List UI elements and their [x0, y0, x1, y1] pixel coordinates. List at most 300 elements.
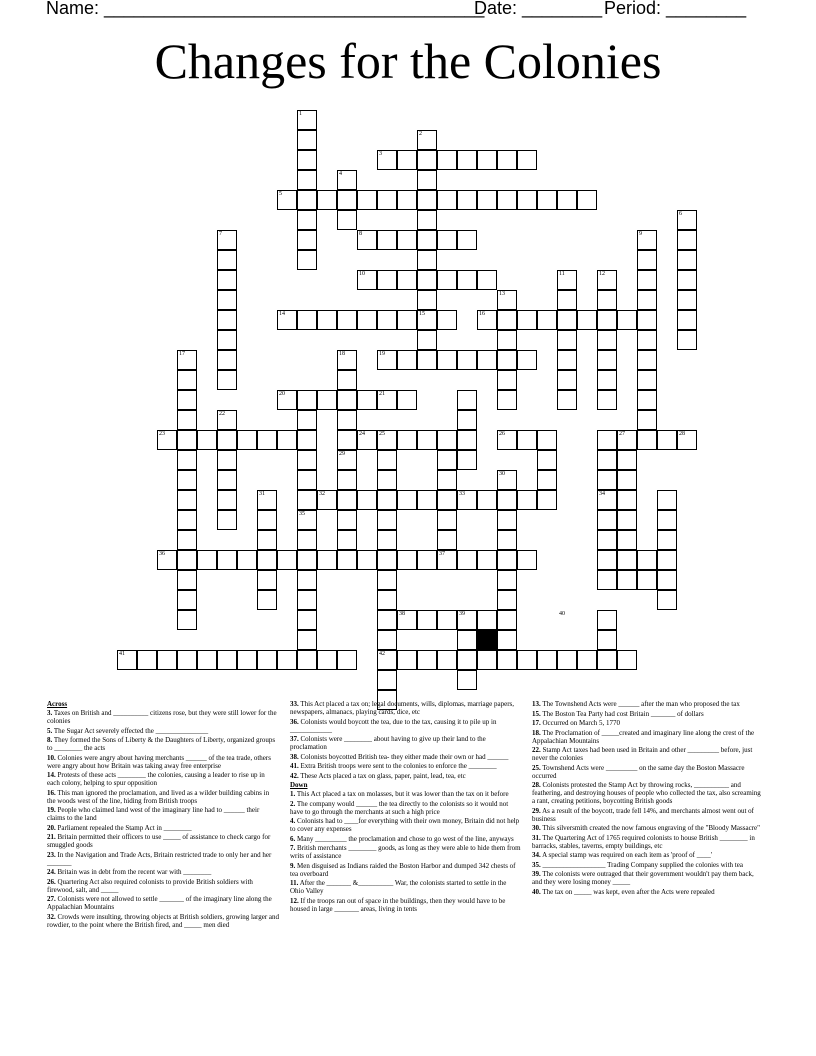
answer-cell[interactable] — [377, 470, 397, 490]
answer-cell[interactable] — [297, 430, 317, 450]
answer-cell[interactable] — [297, 390, 317, 410]
answer-cell[interactable] — [297, 610, 317, 630]
answer-cell[interactable] — [597, 330, 617, 350]
answer-cell[interactable] — [517, 490, 537, 510]
answer-cell[interactable] — [537, 310, 557, 330]
answer-cell[interactable] — [317, 550, 337, 570]
answer-cell[interactable] — [637, 290, 657, 310]
clue-number: 20. — [47, 823, 56, 832]
answer-cell[interactable] — [457, 630, 477, 650]
answer-cell[interactable] — [457, 150, 477, 170]
answer-cell[interactable] — [377, 270, 397, 290]
answer-cell[interactable] — [177, 370, 197, 390]
answer-cell[interactable] — [497, 530, 517, 550]
answer-cell[interactable] — [517, 350, 537, 370]
answer-cell[interactable] — [377, 590, 397, 610]
answer-cell[interactable] — [157, 650, 177, 670]
answer-cell[interactable] — [477, 190, 497, 210]
answer-cell[interactable] — [597, 650, 617, 670]
answer-cell[interactable] — [457, 270, 477, 290]
answer-cell[interactable] — [437, 350, 457, 370]
answer-cell[interactable] — [577, 190, 597, 210]
answer-cell[interactable] — [417, 290, 437, 310]
answer-cell[interactable] — [417, 550, 437, 570]
answer-cell[interactable] — [557, 650, 577, 670]
answer-cell[interactable] — [417, 210, 437, 230]
answer-cell[interactable] — [537, 650, 557, 670]
answer-cell[interactable] — [217, 270, 237, 290]
answer-cell[interactable] — [497, 550, 517, 570]
answer-cell[interactable] — [657, 550, 677, 570]
answer-cell[interactable] — [577, 310, 597, 330]
answer-cell[interactable] — [377, 570, 397, 590]
answer-cell[interactable] — [437, 230, 457, 250]
clue-text: Colonists boycotted British tea- they either made their own or had ______ — [298, 752, 509, 761]
answer-cell[interactable] — [357, 490, 377, 510]
answer-cell[interactable] — [437, 490, 457, 510]
answer-cell[interactable] — [217, 550, 237, 570]
answer-cell[interactable] — [177, 410, 197, 430]
answer-cell[interactable] — [597, 290, 617, 310]
answer-cell[interactable] — [317, 310, 337, 330]
answer-cell[interactable] — [497, 310, 517, 330]
answer-cell[interactable] — [357, 190, 377, 210]
answer-cell[interactable] — [637, 370, 657, 390]
answer-cell[interactable] — [237, 650, 257, 670]
clue-text: A special stamp was required on each item as 'proof of ____' — [540, 851, 713, 859]
answer-cell[interactable] — [297, 230, 317, 250]
clue-item — [532, 781, 764, 805]
answer-cell[interactable] — [657, 430, 677, 450]
answer-cell[interactable] — [397, 190, 417, 210]
answer-cell[interactable] — [217, 290, 237, 310]
answer-cell[interactable] — [297, 550, 317, 570]
answer-cell[interactable] — [617, 310, 637, 330]
answer-cell[interactable] — [457, 390, 477, 410]
answer-cell[interactable] — [397, 650, 417, 670]
answer-cell[interactable] — [497, 370, 517, 390]
answer-cell[interactable] — [517, 550, 537, 570]
answer-cell[interactable] — [297, 170, 317, 190]
answer-cell[interactable] — [257, 510, 277, 530]
answer-cell[interactable] — [297, 450, 317, 470]
answer-cell[interactable] — [417, 430, 437, 450]
answer-cell[interactable] — [177, 510, 197, 530]
answer-cell[interactable] — [417, 330, 437, 350]
answer-cell[interactable] — [457, 450, 477, 470]
answer-cell[interactable] — [557, 290, 577, 310]
answer-cell[interactable] — [257, 590, 277, 610]
answer-cell[interactable] — [677, 250, 697, 270]
answer-cell[interactable] — [517, 430, 537, 450]
answer-cell[interactable] — [557, 190, 577, 210]
answer-cell[interactable] — [337, 410, 357, 430]
answer-cell[interactable] — [197, 550, 217, 570]
answer-cell[interactable] — [597, 470, 617, 490]
answer-cell[interactable] — [317, 190, 337, 210]
answer-cell[interactable] — [177, 530, 197, 550]
answer-cell[interactable] — [657, 570, 677, 590]
answer-cell[interactable] — [437, 430, 457, 450]
answer-cell[interactable] — [397, 490, 417, 510]
answer-cell[interactable] — [497, 630, 517, 650]
clue-item — [290, 835, 522, 843]
answer-cell[interactable] — [597, 610, 617, 630]
answer-cell[interactable] — [417, 270, 437, 290]
answer-cell[interactable] — [297, 570, 317, 590]
answer-cell[interactable] — [437, 310, 457, 330]
grid-clue-number: 22 — [219, 411, 225, 417]
answer-cell[interactable] — [257, 430, 277, 450]
grid-clue-number: 37 — [439, 551, 445, 557]
answer-cell[interactable] — [477, 150, 497, 170]
answer-cell[interactable] — [377, 230, 397, 250]
answer-cell[interactable] — [497, 510, 517, 530]
answer-cell[interactable] — [397, 430, 417, 450]
clue-number: 29. — [532, 806, 541, 815]
answer-cell[interactable] — [257, 570, 277, 590]
answer-cell[interactable] — [297, 310, 317, 330]
answer-cell[interactable] — [297, 150, 317, 170]
answer-cell[interactable] — [177, 470, 197, 490]
answer-cell[interactable] — [597, 370, 617, 390]
answer-cell[interactable] — [597, 570, 617, 590]
answer-cell[interactable] — [417, 490, 437, 510]
answer-cell[interactable] — [537, 490, 557, 510]
answer-cell[interactable] — [337, 550, 357, 570]
name-field[interactable]: Name: ______________________________________ — [46, 0, 485, 18]
answer-cell[interactable] — [177, 490, 197, 510]
answer-cell[interactable] — [617, 490, 637, 510]
answer-cell[interactable] — [497, 650, 517, 670]
answer-cell[interactable] — [177, 430, 197, 450]
grid-clue-number: 16 — [479, 311, 485, 317]
answer-cell[interactable] — [677, 290, 697, 310]
grid-clue-number: 21 — [379, 391, 385, 397]
answer-cell[interactable] — [557, 350, 577, 370]
answer-cell[interactable] — [297, 190, 317, 210]
clue-item — [532, 700, 764, 708]
answer-cell[interactable] — [597, 430, 617, 450]
answer-cell[interactable] — [197, 430, 217, 450]
answer-cell[interactable] — [297, 530, 317, 550]
answer-cell[interactable] — [377, 610, 397, 630]
clue-item — [290, 844, 522, 860]
answer-cell[interactable] — [437, 270, 457, 290]
answer-cell[interactable] — [417, 150, 437, 170]
answer-cell[interactable] — [177, 450, 197, 470]
answer-cell[interactable] — [337, 370, 357, 390]
answer-cell[interactable] — [637, 550, 657, 570]
answer-cell[interactable] — [557, 330, 577, 350]
clue-text: The colonists were outraged that their government wouldn't pay them back, and they were losing money _____ — [532, 870, 754, 886]
answer-cell[interactable] — [177, 550, 197, 570]
clue-item — [290, 862, 522, 878]
answer-cell[interactable] — [497, 150, 517, 170]
clue-item — [47, 878, 279, 894]
clue-item — [532, 888, 764, 896]
answer-cell[interactable] — [637, 430, 657, 450]
answer-cell[interactable] — [337, 470, 357, 490]
answer-cell[interactable] — [337, 430, 357, 450]
answer-cell[interactable] — [577, 650, 597, 670]
answer-cell[interactable] — [437, 190, 457, 210]
answer-cell[interactable] — [377, 670, 397, 690]
answer-cell[interactable] — [517, 150, 537, 170]
answer-cell[interactable] — [657, 530, 677, 550]
clue-text: Many _________ the proclamation and chose to go west of the line, anyways — [295, 834, 514, 843]
answer-cell[interactable] — [457, 190, 477, 210]
answer-cell[interactable] — [457, 650, 477, 670]
answer-cell[interactable] — [197, 650, 217, 670]
answer-cell[interactable] — [217, 310, 237, 330]
answer-cell[interactable] — [457, 550, 477, 570]
answer-cell[interactable] — [597, 310, 617, 330]
answer-cell[interactable] — [397, 310, 417, 330]
answer-cell[interactable] — [337, 310, 357, 330]
answer-cell[interactable] — [357, 310, 377, 330]
answer-cell[interactable] — [317, 390, 337, 410]
answer-cell[interactable] — [257, 650, 277, 670]
answer-cell[interactable] — [297, 130, 317, 150]
answer-cell[interactable] — [597, 510, 617, 530]
answer-cell[interactable] — [537, 190, 557, 210]
grid-clue-number: 1 — [299, 111, 302, 117]
answer-cell[interactable] — [617, 510, 637, 530]
answer-cell[interactable] — [437, 470, 457, 490]
answer-cell[interactable] — [477, 270, 497, 290]
answer-cell[interactable] — [417, 610, 437, 630]
answer-cell[interactable] — [537, 430, 557, 450]
answer-cell[interactable] — [417, 230, 437, 250]
answer-cell[interactable] — [597, 450, 617, 470]
answer-cell[interactable] — [597, 530, 617, 550]
answer-cell[interactable] — [637, 570, 657, 590]
answer-cell[interactable] — [657, 510, 677, 530]
answer-cell[interactable] — [417, 650, 437, 670]
answer-cell[interactable] — [277, 430, 297, 450]
answer-cell[interactable] — [477, 610, 497, 630]
answer-cell[interactable] — [517, 190, 537, 210]
answer-cell[interactable] — [337, 490, 357, 510]
answer-cell[interactable] — [637, 250, 657, 270]
answer-cell[interactable] — [657, 490, 677, 510]
answer-cell[interactable] — [397, 230, 417, 250]
answer-cell[interactable] — [257, 530, 277, 550]
answer-cell[interactable] — [337, 390, 357, 410]
answer-cell[interactable] — [557, 370, 577, 390]
clue-text: The Townshend Acts were ______ after the man who proposed the tax — [540, 700, 740, 708]
answer-cell[interactable] — [297, 210, 317, 230]
answer-cell[interactable] — [497, 390, 517, 410]
answer-cell[interactable] — [457, 350, 477, 370]
answer-cell[interactable] — [377, 310, 397, 330]
answer-cell[interactable] — [637, 310, 657, 330]
answer-cell[interactable] — [217, 650, 237, 670]
answer-cell[interactable] — [277, 550, 297, 570]
clue-number: 37. — [290, 735, 299, 743]
answer-cell[interactable] — [437, 150, 457, 170]
answer-cell[interactable] — [397, 390, 417, 410]
answer-cell[interactable] — [297, 590, 317, 610]
answer-cell[interactable] — [557, 390, 577, 410]
grid-clue-number: 23 — [159, 431, 165, 437]
answer-cell[interactable] — [497, 610, 517, 630]
answer-cell[interactable] — [517, 650, 537, 670]
answer-cell[interactable] — [217, 490, 237, 510]
answer-cell[interactable] — [677, 330, 697, 350]
answer-cell[interactable] — [457, 230, 477, 250]
answer-cell[interactable] — [457, 410, 477, 430]
grid-clue-number: 34 — [599, 491, 605, 497]
answer-cell[interactable] — [297, 470, 317, 490]
answer-cell[interactable] — [217, 450, 237, 470]
answer-cell[interactable] — [637, 390, 657, 410]
answer-cell[interactable] — [497, 590, 517, 610]
answer-cell[interactable] — [597, 550, 617, 570]
answer-cell[interactable] — [637, 330, 657, 350]
answer-cell[interactable] — [397, 550, 417, 570]
answer-cell[interactable] — [377, 490, 397, 510]
answer-cell[interactable] — [297, 410, 317, 430]
answer-cell[interactable] — [377, 550, 397, 570]
answer-cell[interactable] — [497, 190, 517, 210]
answer-cell[interactable] — [277, 650, 297, 670]
answer-cell[interactable] — [637, 350, 657, 370]
answer-cell[interactable] — [417, 190, 437, 210]
answer-cell[interactable] — [437, 530, 457, 550]
answer-cell[interactable] — [177, 610, 197, 630]
answer-cell[interactable] — [417, 170, 437, 190]
answer-cell[interactable] — [177, 650, 197, 670]
answer-cell[interactable] — [397, 270, 417, 290]
answer-cell[interactable] — [417, 350, 437, 370]
answer-cell[interactable] — [337, 650, 357, 670]
answer-cell[interactable] — [297, 630, 317, 650]
answer-cell[interactable] — [257, 550, 277, 570]
answer-cell[interactable] — [477, 350, 497, 370]
answer-cell[interactable] — [597, 350, 617, 370]
clue-item — [47, 789, 279, 805]
answer-cell[interactable] — [357, 390, 377, 410]
answer-cell[interactable] — [377, 450, 397, 470]
answer-cell[interactable] — [397, 350, 417, 370]
blocked-cell — [477, 630, 497, 650]
answer-cell[interactable] — [497, 490, 517, 510]
answer-cell[interactable] — [637, 270, 657, 290]
answer-cell[interactable] — [677, 270, 697, 290]
answer-cell[interactable] — [217, 510, 237, 530]
answer-cell[interactable] — [217, 250, 237, 270]
answer-cell[interactable] — [377, 630, 397, 650]
answer-cell[interactable] — [337, 510, 357, 530]
grid-clue-number: 28 — [679, 431, 685, 437]
answer-cell[interactable] — [477, 550, 497, 570]
clue-number: 33. — [290, 700, 299, 708]
answer-cell[interactable] — [217, 350, 237, 370]
answer-cell[interactable] — [617, 470, 637, 490]
answer-cell[interactable] — [217, 430, 237, 450]
answer-cell[interactable] — [137, 650, 157, 670]
answer-cell[interactable] — [317, 650, 337, 670]
clue-item — [290, 790, 522, 798]
answer-cell[interactable] — [597, 630, 617, 650]
answer-cell[interactable] — [497, 330, 517, 350]
answer-cell[interactable] — [237, 430, 257, 450]
answer-cell[interactable] — [517, 310, 537, 330]
answer-cell[interactable] — [357, 550, 377, 570]
answer-cell[interactable] — [337, 190, 357, 210]
answer-cell[interactable] — [337, 210, 357, 230]
clues-column-3 — [532, 700, 764, 897]
answer-cell[interactable] — [477, 650, 497, 670]
date-field[interactable]: Date: ________ — [474, 0, 603, 18]
answer-cell[interactable] — [437, 610, 457, 630]
clue-number: 27. — [47, 895, 56, 903]
answer-cell[interactable] — [377, 530, 397, 550]
answer-cell[interactable] — [217, 370, 237, 390]
answer-cell[interactable] — [417, 250, 437, 270]
answer-cell[interactable] — [617, 530, 637, 550]
answer-cell[interactable] — [537, 470, 557, 490]
answer-cell[interactable] — [377, 510, 397, 530]
answer-cell[interactable] — [477, 490, 497, 510]
answer-cell[interactable] — [677, 230, 697, 250]
clue-number: 22. — [532, 746, 541, 754]
answer-cell[interactable] — [457, 670, 477, 690]
clue-item — [47, 913, 279, 929]
answer-cell[interactable] — [177, 570, 197, 590]
answer-cell[interactable] — [397, 150, 417, 170]
answer-cell[interactable] — [337, 530, 357, 550]
clue-text: As a result of the boycott, trade fell 14%, and merchants almost went out of business — [532, 806, 755, 823]
clue-item — [47, 736, 279, 752]
clue-number: 39. — [532, 870, 541, 878]
answer-cell[interactable] — [617, 650, 637, 670]
answer-cell[interactable] — [237, 550, 257, 570]
period-field[interactable]: Period: ________ — [604, 0, 747, 18]
answer-cell[interactable] — [557, 310, 577, 330]
answer-cell[interactable] — [677, 310, 697, 330]
answer-cell[interactable] — [297, 490, 317, 510]
answer-cell[interactable] — [217, 470, 237, 490]
answer-cell[interactable] — [297, 250, 317, 270]
answer-cell[interactable] — [537, 450, 557, 470]
answer-cell[interactable] — [497, 350, 517, 370]
answer-cell[interactable] — [437, 650, 457, 670]
answer-cell[interactable] — [617, 570, 637, 590]
answer-cell[interactable] — [617, 450, 637, 470]
answer-cell[interactable] — [637, 410, 657, 430]
answer-cell[interactable] — [437, 510, 457, 530]
answer-cell[interactable] — [377, 190, 397, 210]
clue-text: __________________ Trading Company supplied the colonies with tea — [540, 860, 743, 869]
answer-cell[interactable] — [657, 590, 677, 610]
answer-cell[interactable] — [177, 390, 197, 410]
answer-cell[interactable] — [297, 650, 317, 670]
answer-cell[interactable] — [597, 390, 617, 410]
clue-text: After the _______ &__________ War, the colonists started to settle in the Ohio Valley — [290, 879, 507, 895]
answer-cell[interactable] — [177, 590, 197, 610]
answer-cell[interactable] — [437, 450, 457, 470]
answer-cell[interactable] — [497, 570, 517, 590]
answer-cell[interactable] — [617, 550, 637, 570]
answer-cell[interactable] — [457, 430, 477, 450]
clue-item — [532, 719, 764, 727]
clue-text: Occurred on March 5, 1770 — [540, 719, 621, 727]
answer-cell[interactable] — [217, 330, 237, 350]
clue-item — [532, 824, 764, 832]
